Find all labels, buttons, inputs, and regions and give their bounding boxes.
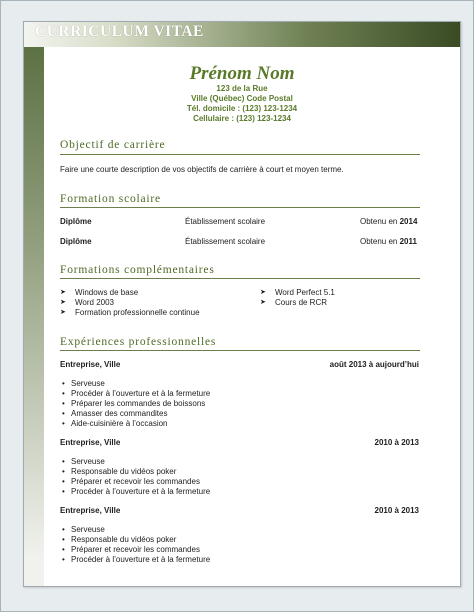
job-dates: 2010 à 2013	[374, 506, 419, 515]
arrow-bullet-icon: ➤	[60, 289, 66, 296]
arrow-bullet-icon: ➤	[60, 299, 66, 306]
objective-text: Faire une courte description de vos objectifs de carrière à court et moyen terme.	[60, 165, 344, 174]
job-task: Préparer les commandes de boissons	[71, 399, 206, 408]
bullet-icon: •	[62, 379, 65, 388]
bullet-icon: •	[62, 409, 65, 418]
candidate-name: Prénom Nom	[189, 63, 295, 84]
job-task: Procéder à l’ouverture et à la fermeture	[71, 555, 211, 564]
home-phone: Tél. domicile : (123) 123-1234	[186, 104, 298, 113]
bullet-icon: •	[62, 477, 65, 486]
job-task: Préparer et recevoir les commandes	[71, 545, 200, 554]
arrow-bullet-icon: ➤	[260, 299, 266, 306]
arrow-bullet-icon: ➤	[260, 289, 266, 296]
bullet-icon: •	[62, 487, 65, 496]
section-divider	[60, 278, 420, 279]
bullet-icon: •	[62, 457, 65, 466]
job-dates: 2010 à 2013	[374, 438, 419, 447]
resume-page	[23, 21, 461, 587]
job-task: Serveuse	[71, 457, 105, 466]
job-task: Serveuse	[71, 525, 105, 534]
job-dates: août 2013 à aujourd’hui	[329, 360, 419, 369]
training-item: Word 2003	[75, 298, 114, 307]
job-task: Responsable du vidéos poker	[71, 535, 177, 544]
obtained-year: 2014	[399, 217, 418, 226]
obtained-prefix: Obtenu en	[360, 237, 400, 246]
bullet-icon: •	[62, 419, 65, 428]
job-task: Préparer et recevoir les commandes	[71, 477, 200, 486]
arrow-bullet-icon: ➤	[60, 309, 66, 316]
degree-label: Diplôme	[60, 237, 92, 246]
page-title: CURRICULUM VITAE	[35, 23, 204, 40]
header-banner	[24, 22, 460, 47]
bullet-icon: •	[62, 399, 65, 408]
training-item: Windows de base	[75, 288, 139, 297]
section-title-education: Formation scolaire	[60, 193, 161, 205]
job-task: Serveuse	[71, 379, 105, 388]
bullet-icon: •	[62, 389, 65, 398]
obtained-prefix: Obtenu en	[360, 217, 400, 226]
section-title-objective: Objectif de carrière	[60, 139, 166, 151]
training-item: Word Perfect 5.1	[275, 288, 335, 297]
degree-label: Diplôme	[60, 217, 92, 226]
bullet-icon: •	[62, 525, 65, 534]
obtained-date	[360, 217, 417, 226]
bullet-icon: •	[62, 545, 65, 554]
job-task: Responsable du vidéos poker	[71, 467, 177, 476]
bullet-icon: •	[62, 535, 65, 544]
job-company: Entreprise, Ville	[60, 360, 121, 369]
school-label: Établissement scolaire	[185, 217, 266, 226]
cell-phone: Cellulaire : (123) 123-1234	[193, 114, 291, 123]
school-label: Établissement scolaire	[185, 237, 266, 246]
obtained-date	[360, 237, 417, 246]
job-task: Amasser des commandites	[71, 409, 168, 418]
section-divider	[60, 154, 420, 155]
section-title-experience: Expériences professionnelles	[60, 336, 217, 348]
training-item: Formation professionnelle continue	[75, 308, 200, 317]
job-company: Entreprise, Ville	[60, 506, 121, 515]
section-divider	[60, 350, 420, 351]
bullet-icon: •	[62, 555, 65, 564]
section-divider	[60, 207, 420, 208]
job-task: Aide-cuisinière à l’occasion	[71, 419, 168, 428]
section-title-training: Formations complémentaires	[60, 264, 215, 276]
address-line: 123 de la Rue	[216, 84, 268, 93]
bullet-icon: •	[62, 467, 65, 476]
job-company: Entreprise, Ville	[60, 438, 121, 447]
training-item: Cours de RCR	[275, 298, 328, 307]
obtained-year: 2011	[399, 237, 417, 246]
job-task: Procéder à l’ouverture et à la fermeture	[71, 487, 211, 496]
job-task: Procéder à l’ouverture et à la fermeture	[71, 389, 211, 398]
city-line: Ville (Québec) Code Postal	[191, 94, 293, 103]
